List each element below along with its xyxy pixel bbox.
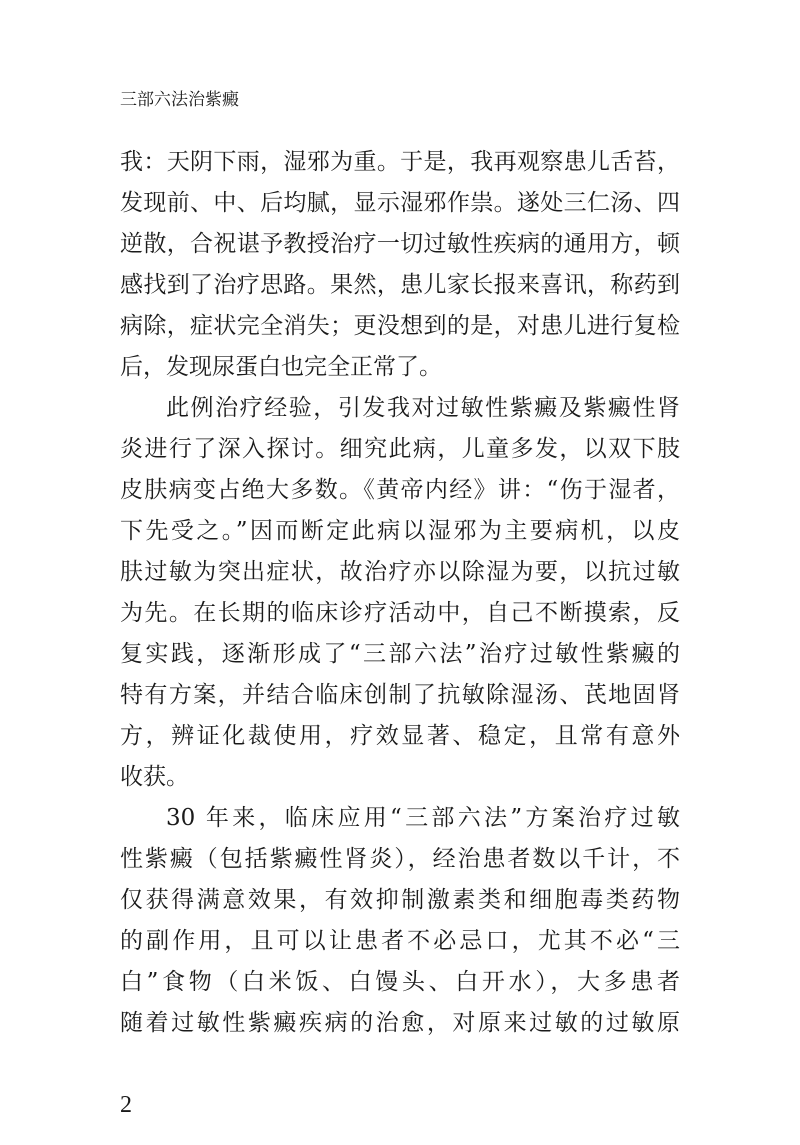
paragraph-2 [120, 388, 680, 798]
text-line: 病除，症状完全消失；更没想到的是，对患儿进行复检 [120, 313, 680, 339]
body-text [120, 142, 680, 1044]
paragraph-1 [120, 142, 680, 388]
text-line: 特有方案，并结合临床创制了抗敏除湿汤、芪地固肾 [120, 682, 680, 708]
text-line: 性紫癜（包括紫癜性肾炎），经治患者数以千计，不 [120, 846, 680, 872]
text-line: 我：天阴下雨，湿邪为重。于是，我再观察患儿舌苔， [120, 149, 680, 175]
text-line: 随着过敏性紫癜疾病的治愈，对原来过敏的过敏原 [120, 1010, 680, 1036]
text-line: 皮肤病变占绝大多数。《黄帝内经》讲：“伤于湿者， [120, 477, 680, 503]
text-line: 感找到了治疗思路。果然，患儿家长报来喜讯，称药到 [120, 272, 680, 298]
text-line: 肤过敏为突出症状，故治疗亦以除湿为要，以抗过敏 [120, 559, 680, 585]
text-line: 下先受之。”因而断定此病以湿邪为主要病机，以皮 [120, 518, 680, 544]
running-header: 三部六法治紫癜 [120, 90, 239, 110]
paragraph-3 [120, 798, 680, 1044]
page-number: 2 [120, 1092, 132, 1118]
text-line: 后，发现尿蛋白也完全正常了。 [120, 354, 442, 380]
text-line: 逆散，合祝谌予教授治疗一切过敏性疾病的通用方，顿 [120, 231, 680, 257]
text-line: 方，辨证化裁使用，疗效显著、稳定，且常有意外 [120, 723, 680, 749]
text-line: 30 年来，临床应用“三部六法”方案治疗过敏 [166, 805, 680, 831]
text-line: 发现前、中、后均腻，显示湿邪作祟。遂处三仁汤、四 [120, 190, 680, 216]
text-line: 炎进行了深入探讨。细究此病，儿童多发，以双下肢 [120, 436, 680, 462]
text-line: 为先。在长期的临床诊疗活动中，自己不断摸索，反 [120, 600, 680, 626]
text-line: 此例治疗经验，引发我对过敏性紫癜及紫癜性肾 [166, 395, 680, 421]
text-line: 白”食物（白米饭、白馒头、白开水），大多患者 [120, 969, 680, 995]
text-line: 的副作用，且可以让患者不必忌口，尤其不必“三 [120, 928, 680, 954]
text-line: 复实践，逐渐形成了“三部六法”治疗过敏性紫癜的 [120, 641, 680, 667]
text-line: 收获。 [120, 764, 189, 790]
text-line: 仅获得满意效果，有效抑制激素类和细胞毒类药物 [120, 887, 680, 913]
